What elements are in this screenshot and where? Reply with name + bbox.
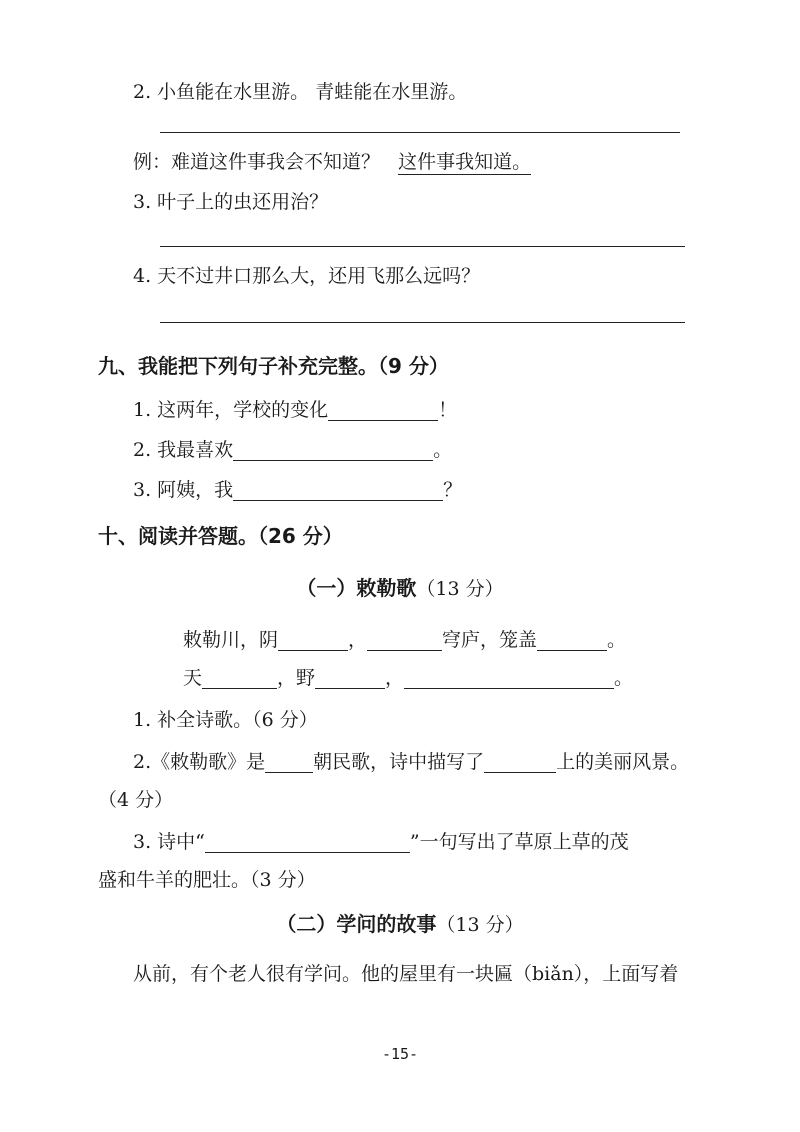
poem-blank-5[interactable] (315, 668, 385, 689)
blank-place[interactable] (484, 752, 556, 773)
reading-1-q3-b: ”一句写出了草原上草的茂 (409, 831, 629, 853)
example-line (133, 148, 531, 176)
reading-1-q3-cont: 盛和牛羊的肥壮。（3 分） (98, 869, 316, 891)
blank-poem-line[interactable] (205, 832, 410, 853)
sentence-9-3-text: 3. 阿姨，我 (133, 479, 234, 501)
poem-1-a: 敕勒川，阴 (183, 629, 279, 651)
blank-9-3[interactable] (233, 480, 443, 501)
sentence-9-2-text: 2. 我最喜欢 (133, 439, 234, 461)
question-8-3: 3. 叶子上的虫还用治？ (133, 191, 329, 213)
poem-2-c: ， (385, 667, 405, 689)
reading-1-title: （一）敕勒歌 (296, 576, 417, 600)
sentence-9-3 (133, 476, 462, 504)
poem-2-a: 天 (183, 667, 203, 689)
poem-1-b: ， (348, 629, 368, 651)
section-9-title: 九、我能把下列句子补充完整。（9 分） (98, 354, 449, 378)
sentence-9-1 (133, 396, 457, 424)
reading-2-passage: 从前，有个老人很有学问。他的屋里有一块匾（biǎn），上面写着 (133, 963, 679, 985)
reading-1-score: （13 分） (416, 578, 504, 600)
example-answer: 这件事我知道。 (398, 151, 532, 173)
page-number: -15- (381, 1045, 419, 1063)
poem-1-d: 。 (607, 629, 627, 651)
poem-1-c: 穹庐，笼盖 (442, 629, 538, 651)
answer-line-8-3[interactable] (160, 246, 685, 247)
poem-line-2 (183, 664, 633, 692)
reading-1-q2-b: 朝民歌，诗中描写了 (313, 751, 485, 773)
poem-2-d: 。 (614, 667, 634, 689)
reading-2-title: （二）学问的故事 (276, 912, 437, 936)
sentence-9-1-end: ！ (438, 399, 458, 421)
sentence-9-2 (133, 436, 452, 464)
sentence-9-1-text: 1. 这两年，学校的变化 (133, 399, 329, 421)
example-question: 例：难道这件事我会不知道？ (133, 151, 381, 173)
reading-1-q3-a: 3. 诗中“ (133, 831, 205, 853)
question-8-2: 2. 小鱼能在水里游。 青蛙能在水里游。 (133, 81, 468, 103)
reading-2-heading (0, 910, 800, 939)
section-10-title: 十、阅读并答题。（26 分） (98, 524, 343, 548)
poem-line-1 (183, 626, 626, 654)
sentence-9-2-end: 。 (433, 439, 453, 461)
poem-blank-4[interactable] (202, 668, 277, 689)
reading-1-q2 (133, 748, 689, 776)
poem-blank-2[interactable] (367, 630, 442, 651)
reading-1-q2-c: 上的美丽风景。 (556, 751, 690, 773)
poem-2-b: ，野 (277, 667, 316, 689)
sentence-9-3-end: ？ (443, 479, 463, 501)
blank-dynasty[interactable] (265, 752, 313, 773)
reading-1-q1: 1. 补全诗歌。（6 分） (133, 709, 318, 731)
poem-blank-6[interactable] (404, 668, 614, 689)
reading-1-q3 (133, 828, 629, 856)
reading-1-q2-score: （4 分） (98, 789, 174, 811)
blank-9-2[interactable] (233, 440, 433, 461)
answer-line-8-2[interactable] (160, 132, 680, 133)
reading-1-heading (0, 574, 800, 603)
reading-1-q2-a: 2.《敕勒歌》是 (133, 751, 266, 773)
poem-blank-3[interactable] (537, 630, 607, 651)
question-8-4: 4. 天不过井口那么大，还用飞那么远吗？ (133, 265, 481, 287)
poem-blank-1[interactable] (278, 630, 348, 651)
reading-2-score: （13 分） (436, 914, 524, 936)
answer-line-8-4[interactable] (160, 322, 685, 323)
blank-9-1[interactable] (328, 400, 438, 421)
